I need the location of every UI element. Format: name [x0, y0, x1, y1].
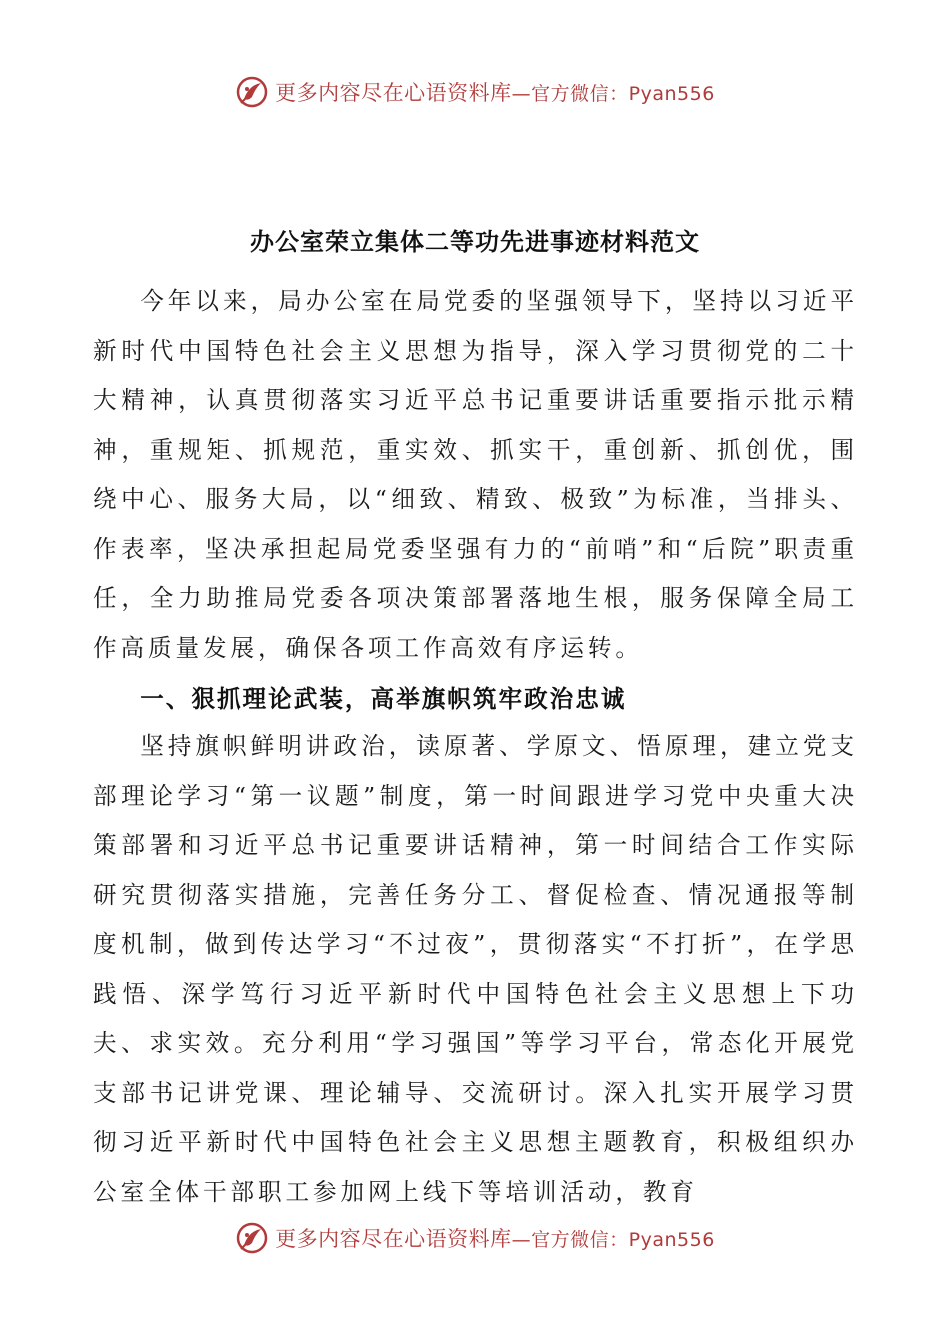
paragraph-intro: 今年以来，局办公室在局党委的坚强领导下，坚持以习近平新时代中国特色社会主义思想为指导，深入学习贯彻党的二十大精神，认真贯彻落实习近平总书记重要讲话重要指示批示精神，重规矩、抓规范，重实效、抓实干，重创新、抓创优，围绕中心、服务大局，以“细致、精致、极致”为标准，当排头、作表率，坚决承担起局党委坚强有力的“前哨”和“后院”职责重任，全力助推局党委各项决策部署落地生根，服务保障全局工作高质量发展，确保各项工作高效有序运转。: [93, 287, 858, 662]
library-logo-icon: [235, 75, 269, 109]
document-title: 办公室荣立集体二等功先进事迹材料范文: [250, 228, 700, 256]
banner-library-text: 更多内容尽在心语资料库: [275, 81, 512, 105]
paragraph-section-1: 坚持旗帜鲜明讲政治，读原著、学原文、悟原理，建立党支部理论学习“第一议题”制度，第一时间跟进学习党中央重大决策部署和习近平总书记重要讲话精神，第一时间结合工作实际研究贯彻落实措施，完善任务分工、督促检查、情况通报等制度机制，做到传达学习“不过夜”，贯彻落实“不打折”，在学思践悟、深学笃行习近平新时代中国特色社会主义思想上下功夫、求实效。充分利用“学习强国”等学习平台，常态化开展党支部书记讲党课、理论辅导、交流研讨。深入扎实开展学习贯彻习近平新时代中国特色社会主义思想主题教育，积极组织办公室全体干部职工参加网上线下等培训活动，教育: [93, 732, 858, 1206]
section-heading-1: 一、狠抓理论武装，高举旗帜筑牢政治忠诚: [140, 685, 627, 713]
banner-text: [275, 1223, 715, 1253]
footer-banner: [0, 1218, 950, 1258]
library-logo-icon: [235, 1221, 269, 1255]
banner-wechat-text: —官方微信：Pyan556: [511, 1229, 715, 1251]
banner-text: [275, 77, 715, 107]
banner-library-text: 更多内容尽在心语资料库: [275, 1227, 512, 1251]
header-banner: [0, 72, 950, 112]
banner-wechat-text: —官方微信：Pyan556: [511, 83, 715, 105]
